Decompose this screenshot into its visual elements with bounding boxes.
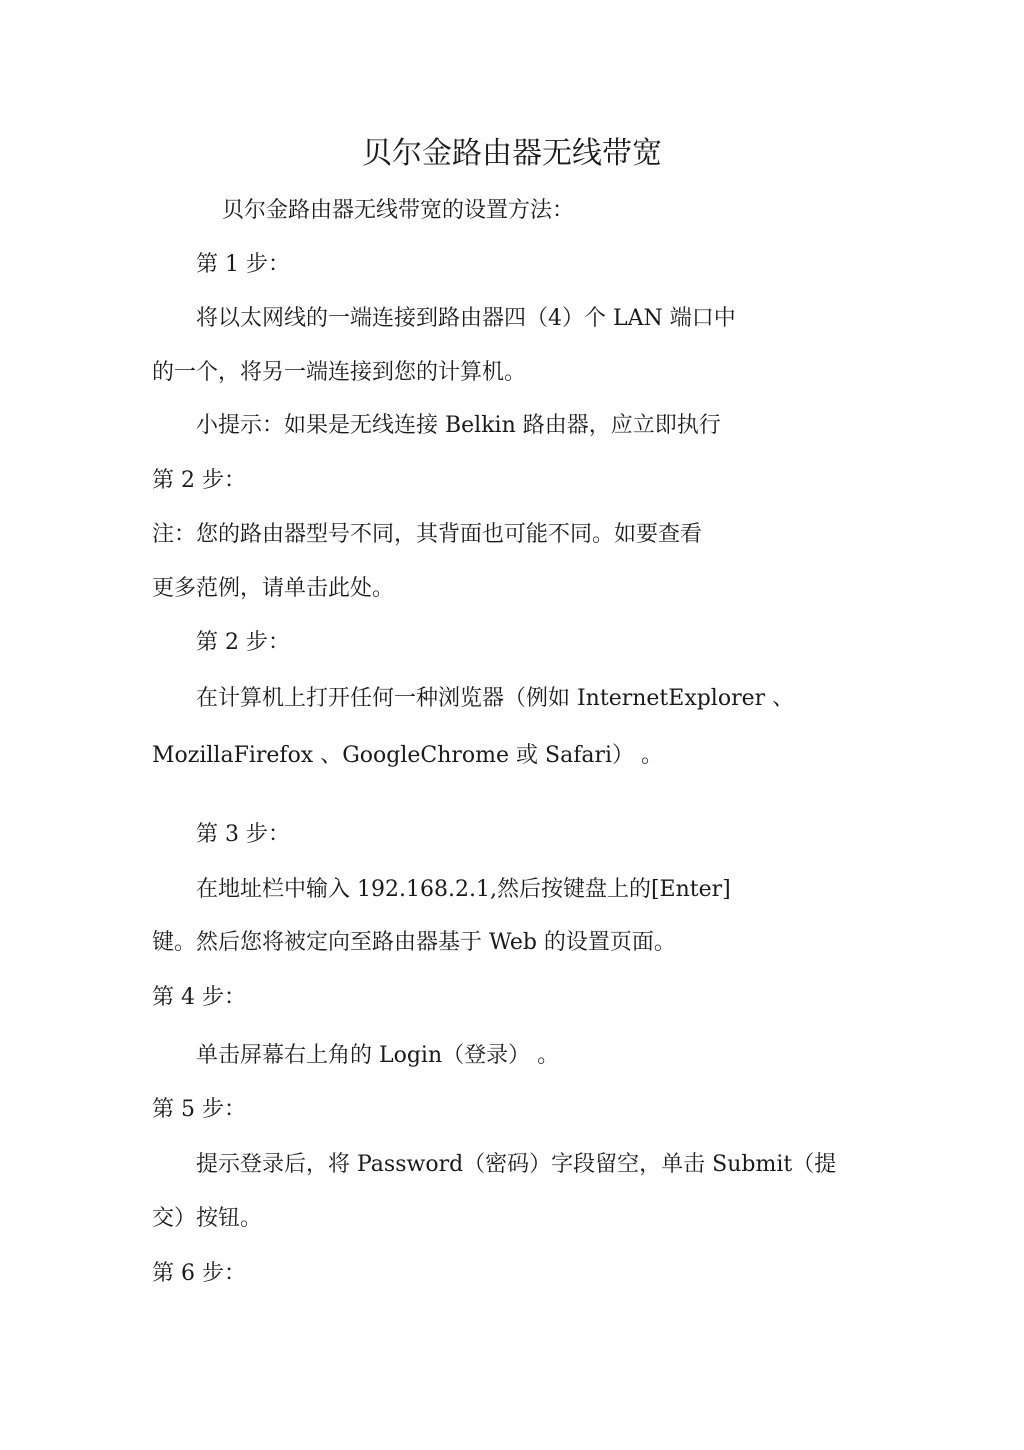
step-5-text-line-2: 交）按钮。: [152, 1206, 263, 1231]
step-3-heading: 第 3 步：: [196, 822, 290, 847]
step-2-heading-b: 第 2 步：: [196, 630, 290, 655]
step-5-text-line-1: 提示登录后，将 Password（密码）字段留空，单击 Submit（提: [196, 1152, 837, 1177]
step-1-heading: 第 1 步：: [196, 252, 290, 277]
note-line-1: 注：您的路由器型号不同，其背面也可能不同。如要查看: [152, 522, 703, 547]
tip-line: 小提示：如果是无线连接 Belkin 路由器，应立即执行: [196, 413, 721, 438]
step-5-heading: 第 5 步：: [152, 1097, 246, 1122]
step-3-text-line-2: 键。然后您将被定向至路由器基于 Web 的设置页面。: [152, 930, 676, 955]
step-1-text-line-1: 将以太网线的一端连接到路由器四（4）个 LAN 端口中: [196, 306, 736, 331]
step-1-text-line-2: 的一个，将另一端连接到您的计算机。: [152, 360, 527, 385]
document-title: 贝尔金路由器无线带宽: [362, 136, 662, 171]
intro-line: 贝尔金路由器无线带宽的设置方法：: [222, 198, 575, 223]
step-4-text: 单击屏幕右上角的 Login（登录） 。: [196, 1043, 560, 1068]
step-2-text-line-2: MozillaFirefox 、GoogleChrome 或 Safari） 。: [152, 743, 664, 768]
step-2-text-line-1: 在计算机上打开任何一种浏览器（例如 InternetExplorer 、: [196, 686, 795, 711]
step-2-heading-a: 第 2 步：: [152, 468, 246, 493]
note-line-2: 更多范例，请单击此处。: [152, 576, 395, 601]
step-6-heading: 第 6 步：: [152, 1261, 246, 1286]
step-4-heading: 第 4 步：: [152, 985, 246, 1010]
step-3-text-line-1: 在地址栏中输入 192.168.2.1,然后按键盘上的[Enter]: [196, 877, 731, 902]
